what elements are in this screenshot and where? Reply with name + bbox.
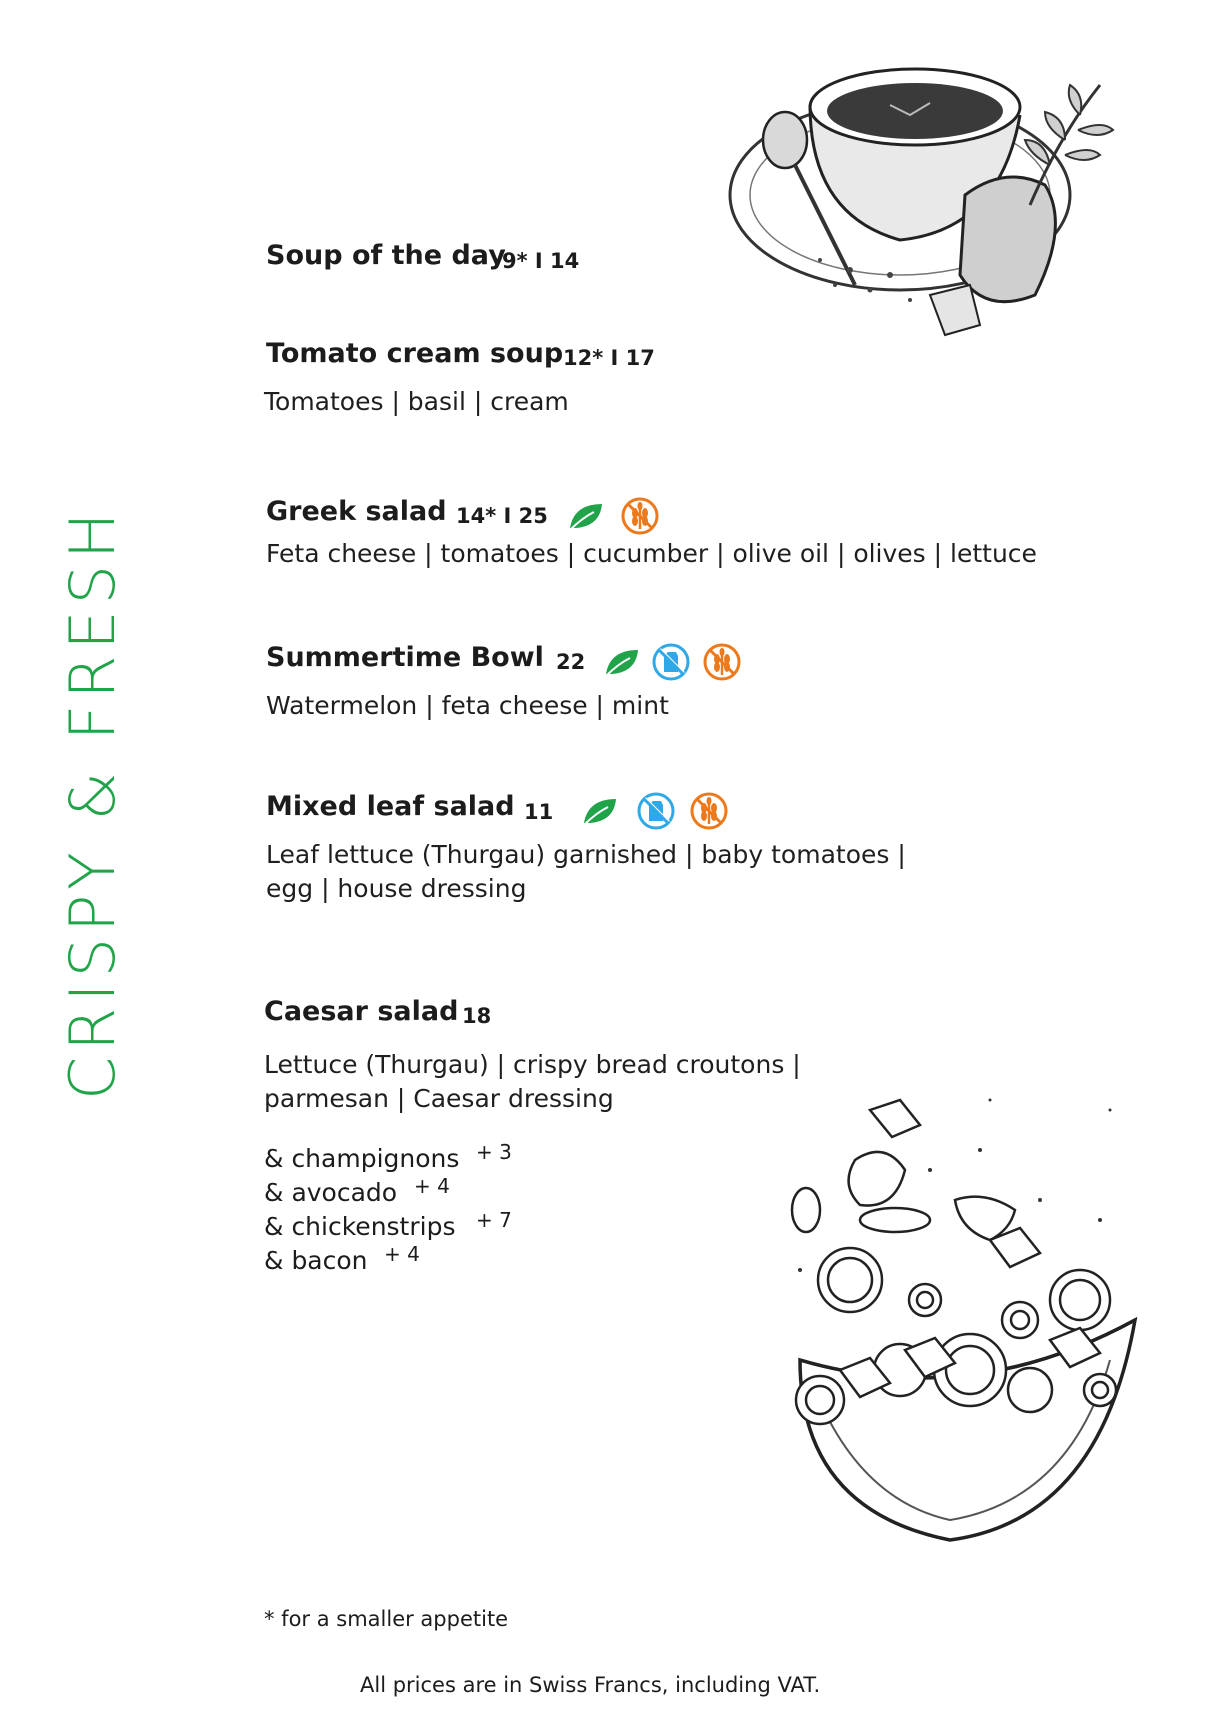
item-price: 12* I 17: [563, 346, 655, 370]
description-line: Lettuce (Thurgau) | crispy bread croutons |: [264, 1050, 801, 1079]
item-name: Tomato cream soup: [266, 338, 564, 369]
item-description: Tomatoes | basil | cream: [264, 387, 569, 416]
price-note: All prices are in Swiss Francs, including VAT.: [360, 1673, 821, 1697]
extra-price: + 4: [414, 1174, 450, 1198]
item-description: [264, 1048, 801, 1116]
vegetarian-leaf-icon: [566, 496, 606, 536]
extra-price: + 7: [476, 1208, 512, 1232]
item-description: Feta cheese | tomatoes | cucumber | olive oil | olives | lettuce: [266, 539, 1037, 568]
item-price: 11: [524, 800, 554, 824]
description-line: egg | house dressing: [266, 874, 527, 903]
lactose-free-icon: [636, 791, 676, 831]
item-description: Watermelon | feta cheese | mint: [266, 691, 669, 720]
item-name: Mixed leaf salad: [266, 791, 515, 822]
description-line: Leaf lettuce (Thurgau) garnished | baby tomatoes |: [266, 840, 906, 869]
item-price: 14* I 25: [456, 504, 548, 528]
item-price: 18: [462, 1004, 492, 1028]
gluten-free-icon: [620, 496, 660, 536]
description-line: parmesan | Caesar dressing: [264, 1084, 614, 1113]
item-price: 22: [556, 650, 586, 674]
item-name: Caesar salad: [264, 996, 459, 1027]
extra-label: & champignons: [264, 1144, 460, 1173]
item-name: Soup of the day: [266, 240, 506, 271]
item-price: 9* I 14: [502, 249, 580, 273]
item-name: Summertime Bowl: [266, 642, 544, 673]
extra-label: & bacon: [264, 1246, 368, 1275]
footnote: * for a smaller appetite: [264, 1607, 509, 1631]
section-title: CRISPY & FRESH: [56, 506, 129, 1100]
vegetarian-leaf-icon: [602, 642, 642, 682]
vegetarian-leaf-icon: [580, 791, 620, 831]
extra-label: & chickenstrips: [264, 1212, 456, 1241]
soup-bowl-illustration: [700, 45, 1180, 385]
item-description: [266, 838, 906, 906]
lactose-free-icon: [651, 642, 691, 682]
extra-label: & avocado: [264, 1178, 398, 1207]
gluten-free-icon: [689, 791, 729, 831]
extra-price: + 4: [384, 1242, 420, 1266]
salad-bowl-illustration: [780, 1070, 1160, 1550]
gluten-free-icon: [702, 642, 742, 682]
extra-price: + 3: [476, 1140, 512, 1164]
item-name: Greek salad: [266, 496, 447, 527]
